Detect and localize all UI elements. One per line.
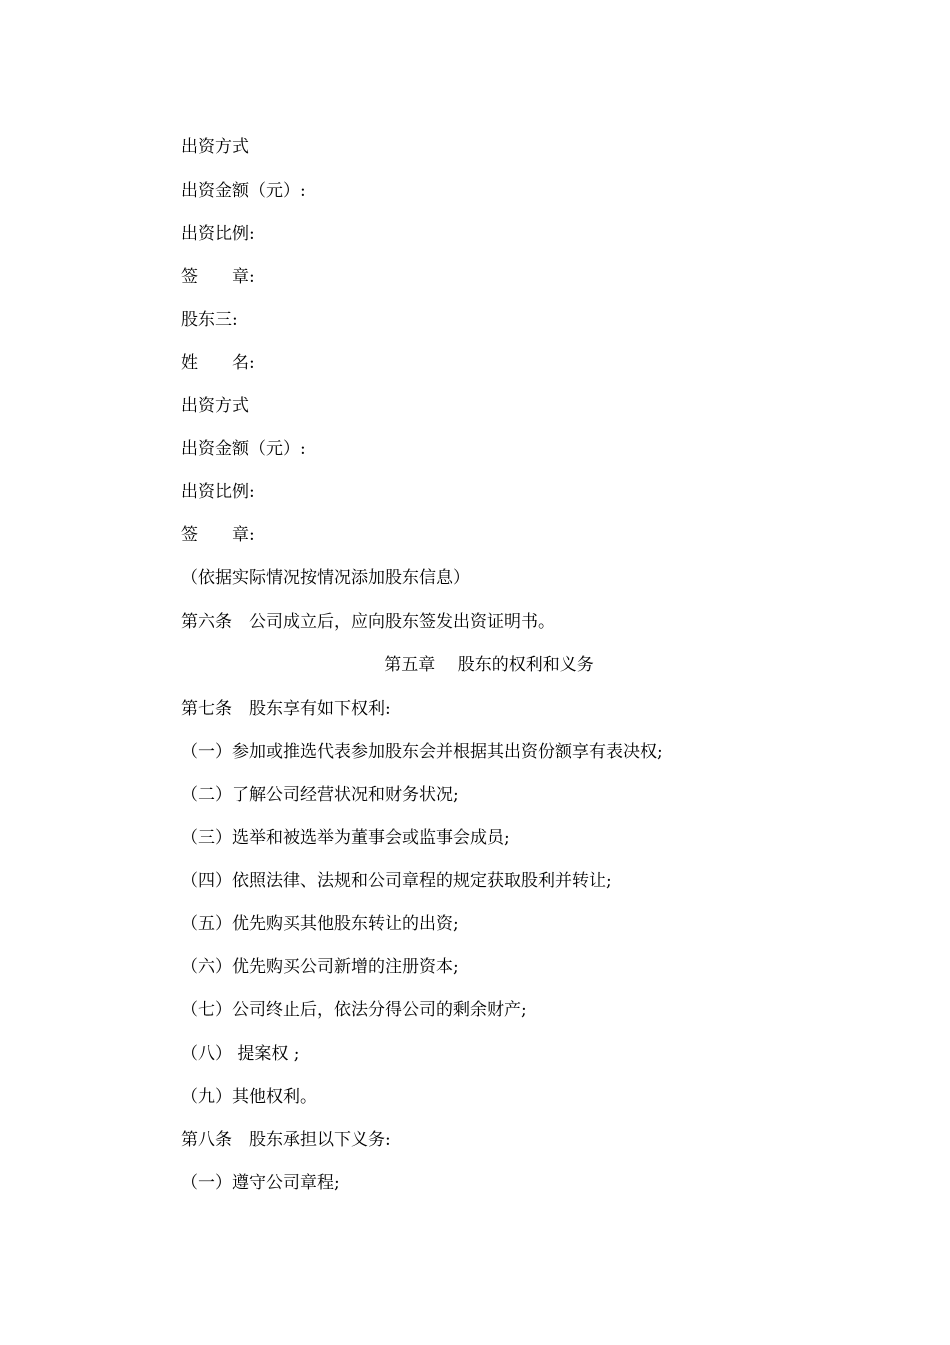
- text-line-seal: 签 章:: [181, 267, 255, 287]
- list-item: （五）优先购买其他股东转让的出资;: [181, 914, 459, 934]
- list-item: （四）依照法律、法规和公司章程的规定获取股利并转让;: [181, 871, 612, 891]
- article-seven: 第七条 股东享有如下权利:: [181, 699, 391, 719]
- text-line-contribution-ratio: 出资比例:: [181, 482, 255, 502]
- text-line-note: （依据实际情况按情况添加股东信息）: [181, 568, 470, 588]
- list-item: （二）了解公司经营状况和财务状况;: [181, 785, 459, 805]
- article-six: 第六条 公司成立后，应向股东签发出资证明书。: [181, 612, 555, 632]
- text-line-seal: 签 章:: [181, 525, 255, 545]
- list-item: （一）遵守公司章程;: [181, 1173, 340, 1193]
- list-item: （一）参加或推选代表参加股东会并根据其出资份额享有表决权;: [181, 742, 663, 762]
- list-item: （六）优先购买公司新增的注册资本;: [181, 957, 459, 977]
- text-line-contribution-ratio: 出资比例:: [181, 224, 255, 244]
- text-line-contribution-method: 出资方式: [181, 396, 249, 416]
- text-line-contribution-amount: 出资金额（元）:: [181, 181, 306, 201]
- article-eight: 第八条 股东承担以下义务:: [181, 1130, 391, 1150]
- chapter-heading: 第五章 股东的权利和义务: [384, 655, 594, 675]
- list-item: （八） 提案权 ;: [181, 1044, 300, 1064]
- text-line-contribution-method: 出资方式: [181, 137, 249, 157]
- list-item: （九）其他权利。: [181, 1087, 317, 1107]
- list-item: （七）公司终止后，依法分得公司的剩余财产;: [181, 1000, 527, 1020]
- list-item: （三）选举和被选举为董事会或监事会成员;: [181, 828, 510, 848]
- text-line-contribution-amount: 出资金额（元）:: [181, 439, 306, 459]
- text-line-name: 姓 名:: [181, 353, 255, 373]
- text-line-shareholder-three: 股东三:: [181, 310, 238, 330]
